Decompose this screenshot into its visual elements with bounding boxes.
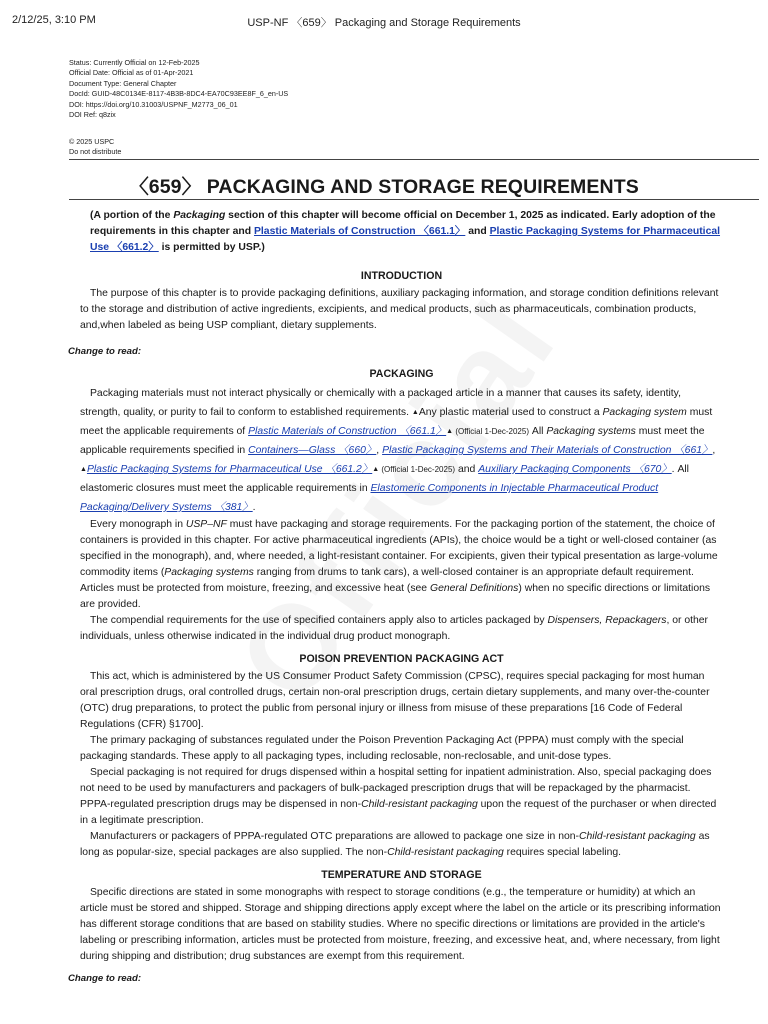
link-containers-glass-660[interactable]: Containers—Glass 〈660〉 xyxy=(248,445,377,456)
ppp-paragraph-1: This act, which is administered by the US Consumer Product Safety Commission (CPSC), requires special packaging for most human oral prescription drugs, oral controlled drugs, certain non-oral prescription drugs, certain dietary supplements, and many over-the-counter (OTC) drug preparations, to protect the public from personal injury or illness from misuse of these preparations [16 Code of Federal Regulations (CFR) §1700]. xyxy=(80,671,710,730)
packaging-paragraph-1: Packaging materials must not interact physically or chemically with a packaged article in a manner that causes its safety, identity, strength, quality, or purity to fail to conform to established requirements. ▲Any plastic material used to construct a Packaging system must meet the applicable requirements of Plastic Materials of Construction 〈661.1〉▲ (Official 1-Dec-2025) All Packaging systems must meet the applicable requirements specified in Containers—Glass 〈660〉, Plastic Packaging Systems and Their Materials of Construction 〈661〉, ▲Plastic Packaging Systems for Pharmaceutical Use 〈661.2〉▲ (Official 1-Dec-2025) and Auxiliary Packaging Components 〈670〉. All elastomeric closures must meet the applicable requirements in Elastomeric Components in Injectable Pharmaceutical Product Packaging/Delivery Systems 〈381〉. xyxy=(80,388,716,513)
introduction-paragraph: The purpose of this chapter is to provide packaging definitions, auxiliary packaging information, and storage condition definitions relevant to the storage and distribution of active ingredients, excipients, and medical products, such as pharmaceuticals, combination products, and,when labeled as being USP compliant, dietary supplements. xyxy=(80,288,719,331)
link-661-1[interactable]: Plastic Materials of Construction 〈661.1〉 xyxy=(248,426,447,437)
title-divider xyxy=(69,199,759,200)
revision-end-icon: ▲ xyxy=(372,466,380,473)
distribution-notice: Do not distribute xyxy=(69,147,122,157)
ppp-paragraph-4: Manufacturers or packagers of PPPA-regulated OTC preparations are allowed to package one size in non-Child-resistant packaging as long as popular-size, special packages are also supplied. The non-Child-resistant packaging requires special labeling. xyxy=(80,831,710,858)
section-heading-temperature-storage: TEMPERATURE AND STORAGE xyxy=(321,869,482,881)
temperature-storage-paragraph: Specific directions are stated in some monographs with respect to storage conditions (e.g., the temperature or humidity) at which an article must be stored and shipped. Storage and shipping directions apply except where the label on the article or its prescribing information has different storage conditions that are based on stability studies. Where no specific directions or limitations are provided in the article's labeling or prescribing information, articles must be protected from moisture, freezing, and excessive heat, and, where necessary, from light during shipping and distribution; drug substances are exempt from this requirement. xyxy=(80,887,721,962)
copyright-notice xyxy=(69,137,121,158)
meta-document-type: Document Type: General Chapter xyxy=(69,78,177,88)
revision-start-icon: ▲ xyxy=(80,466,87,473)
document-metadata xyxy=(69,58,288,120)
change-to-read-label: Change to read: xyxy=(68,973,142,984)
top-divider xyxy=(69,159,759,160)
section-heading-packaging: PACKAGING xyxy=(369,368,434,380)
chapter-title: 〈659〉 PACKAGING AND STORAGE REQUIREMENTS xyxy=(129,176,639,198)
meta-doi: DOI: https://doi.org/10.31003/USPNF_M2773_06_01 xyxy=(69,99,238,109)
meta-docid: DocId: GUID-48C0134E-8117-4B3B-8DC4-EA70C93EE8F_6_en-US xyxy=(69,89,289,99)
section-heading-poison-prevention: POISON PREVENTION PACKAGING ACT xyxy=(299,653,504,665)
link-auxiliary-packaging-670[interactable]: Auxiliary Packaging Components 〈670〉 xyxy=(478,464,672,475)
adoption-note: (A portion of the Packaging section of this chapter will become official on December 1, 2025 as indicated. Early adoption of the requirements in this chapter and Plastic Materials of Construction 〈661.1〉 and Plastic Packaging Systems for Pharmaceutical Use 〈661.2〉 is permitted by USP.) xyxy=(90,210,721,253)
revision-start-icon: ▲ xyxy=(411,409,419,416)
revision-end-icon: ▲ xyxy=(446,428,454,435)
meta-status: Status: Currently Official on 12-Feb-2025 xyxy=(69,58,200,67)
print-datetime: 2/12/25, 3:10 PM xyxy=(12,14,96,26)
ppp-paragraph-2: The primary packaging of substances regulated under the Poison Prevention Packaging Act (PPPA) must comply with the special packaging standards. These apply to all packaging types, including reclosable, non-reclosable, and unit-dose types. xyxy=(80,735,684,762)
meta-doi-ref: DOI Ref: q8zix xyxy=(69,110,116,120)
link-plastic-packaging-661-2[interactable]: Plastic Packaging Systems for Pharmaceutical Use 〈661.2〉 xyxy=(90,226,721,253)
copyright-line: © 2025 USPC xyxy=(69,137,115,146)
ppp-paragraph-3: Special packaging is not required for drugs dispensed within a hospital setting for inpatient administration. Also, special packaging does not need to be used by manufacturers and packagers of bulk-packaged prescription drugs that will be repackaged by the pharmacist. PPPA-regulated prescription drugs may be dispensed in non-Child-resistant packaging upon the request of the purchaser or when directed in a legitimate prescription. xyxy=(80,767,717,826)
meta-official-date: Official Date: Official as of 01-Apr-2021 xyxy=(69,68,194,78)
change-to-read-label: Change to read: xyxy=(68,346,142,357)
print-page-title: USP-NF 〈659〉 Packaging and Storage Requirements xyxy=(247,17,521,29)
link-elastomeric-components-381[interactable]: Elastomeric Components in Injectable Pharmaceutical Product Packaging/Delivery Systems 〈381〉 xyxy=(80,483,659,513)
link-661[interactable]: Plastic Packaging Systems and Their Materials of Construction 〈661〉 xyxy=(382,445,713,456)
chapter-body xyxy=(68,208,723,987)
link-plastic-materials-661-1[interactable]: Plastic Materials of Construction 〈661.1〉 xyxy=(253,226,466,237)
packaging-paragraph-2: Every monograph in USP–NF must have packaging and storage requirements. For the packaging portion of the statement, the choice of containers is provided in this chapter. For active pharmaceutical ingredients (APIs), the choice would be a tight or well-closed container (as specified in the monograph), and, where needed, a light-resistant container. For excipients, given their typical presentation as large-volume commodity items (Packaging systems ranging from drums to tank cars), a well-closed container is an appropriate default requirement. Articles must be protected from moisture, freezing, and excessive heat (see General Definitions) when no specific directions or limitations are provided. xyxy=(80,519,718,610)
link-661-2[interactable]: Plastic Packaging Systems for Pharmaceutical Use 〈661.2〉 xyxy=(86,464,373,475)
packaging-paragraph-3: The compendial requirements for the use of specified containers apply also to articles packaged by Dispensers, Repackagers, or other individuals, unless otherwise indicated in the individual drug product monograph. xyxy=(80,615,709,642)
section-heading-introduction: INTRODUCTION xyxy=(360,270,443,282)
